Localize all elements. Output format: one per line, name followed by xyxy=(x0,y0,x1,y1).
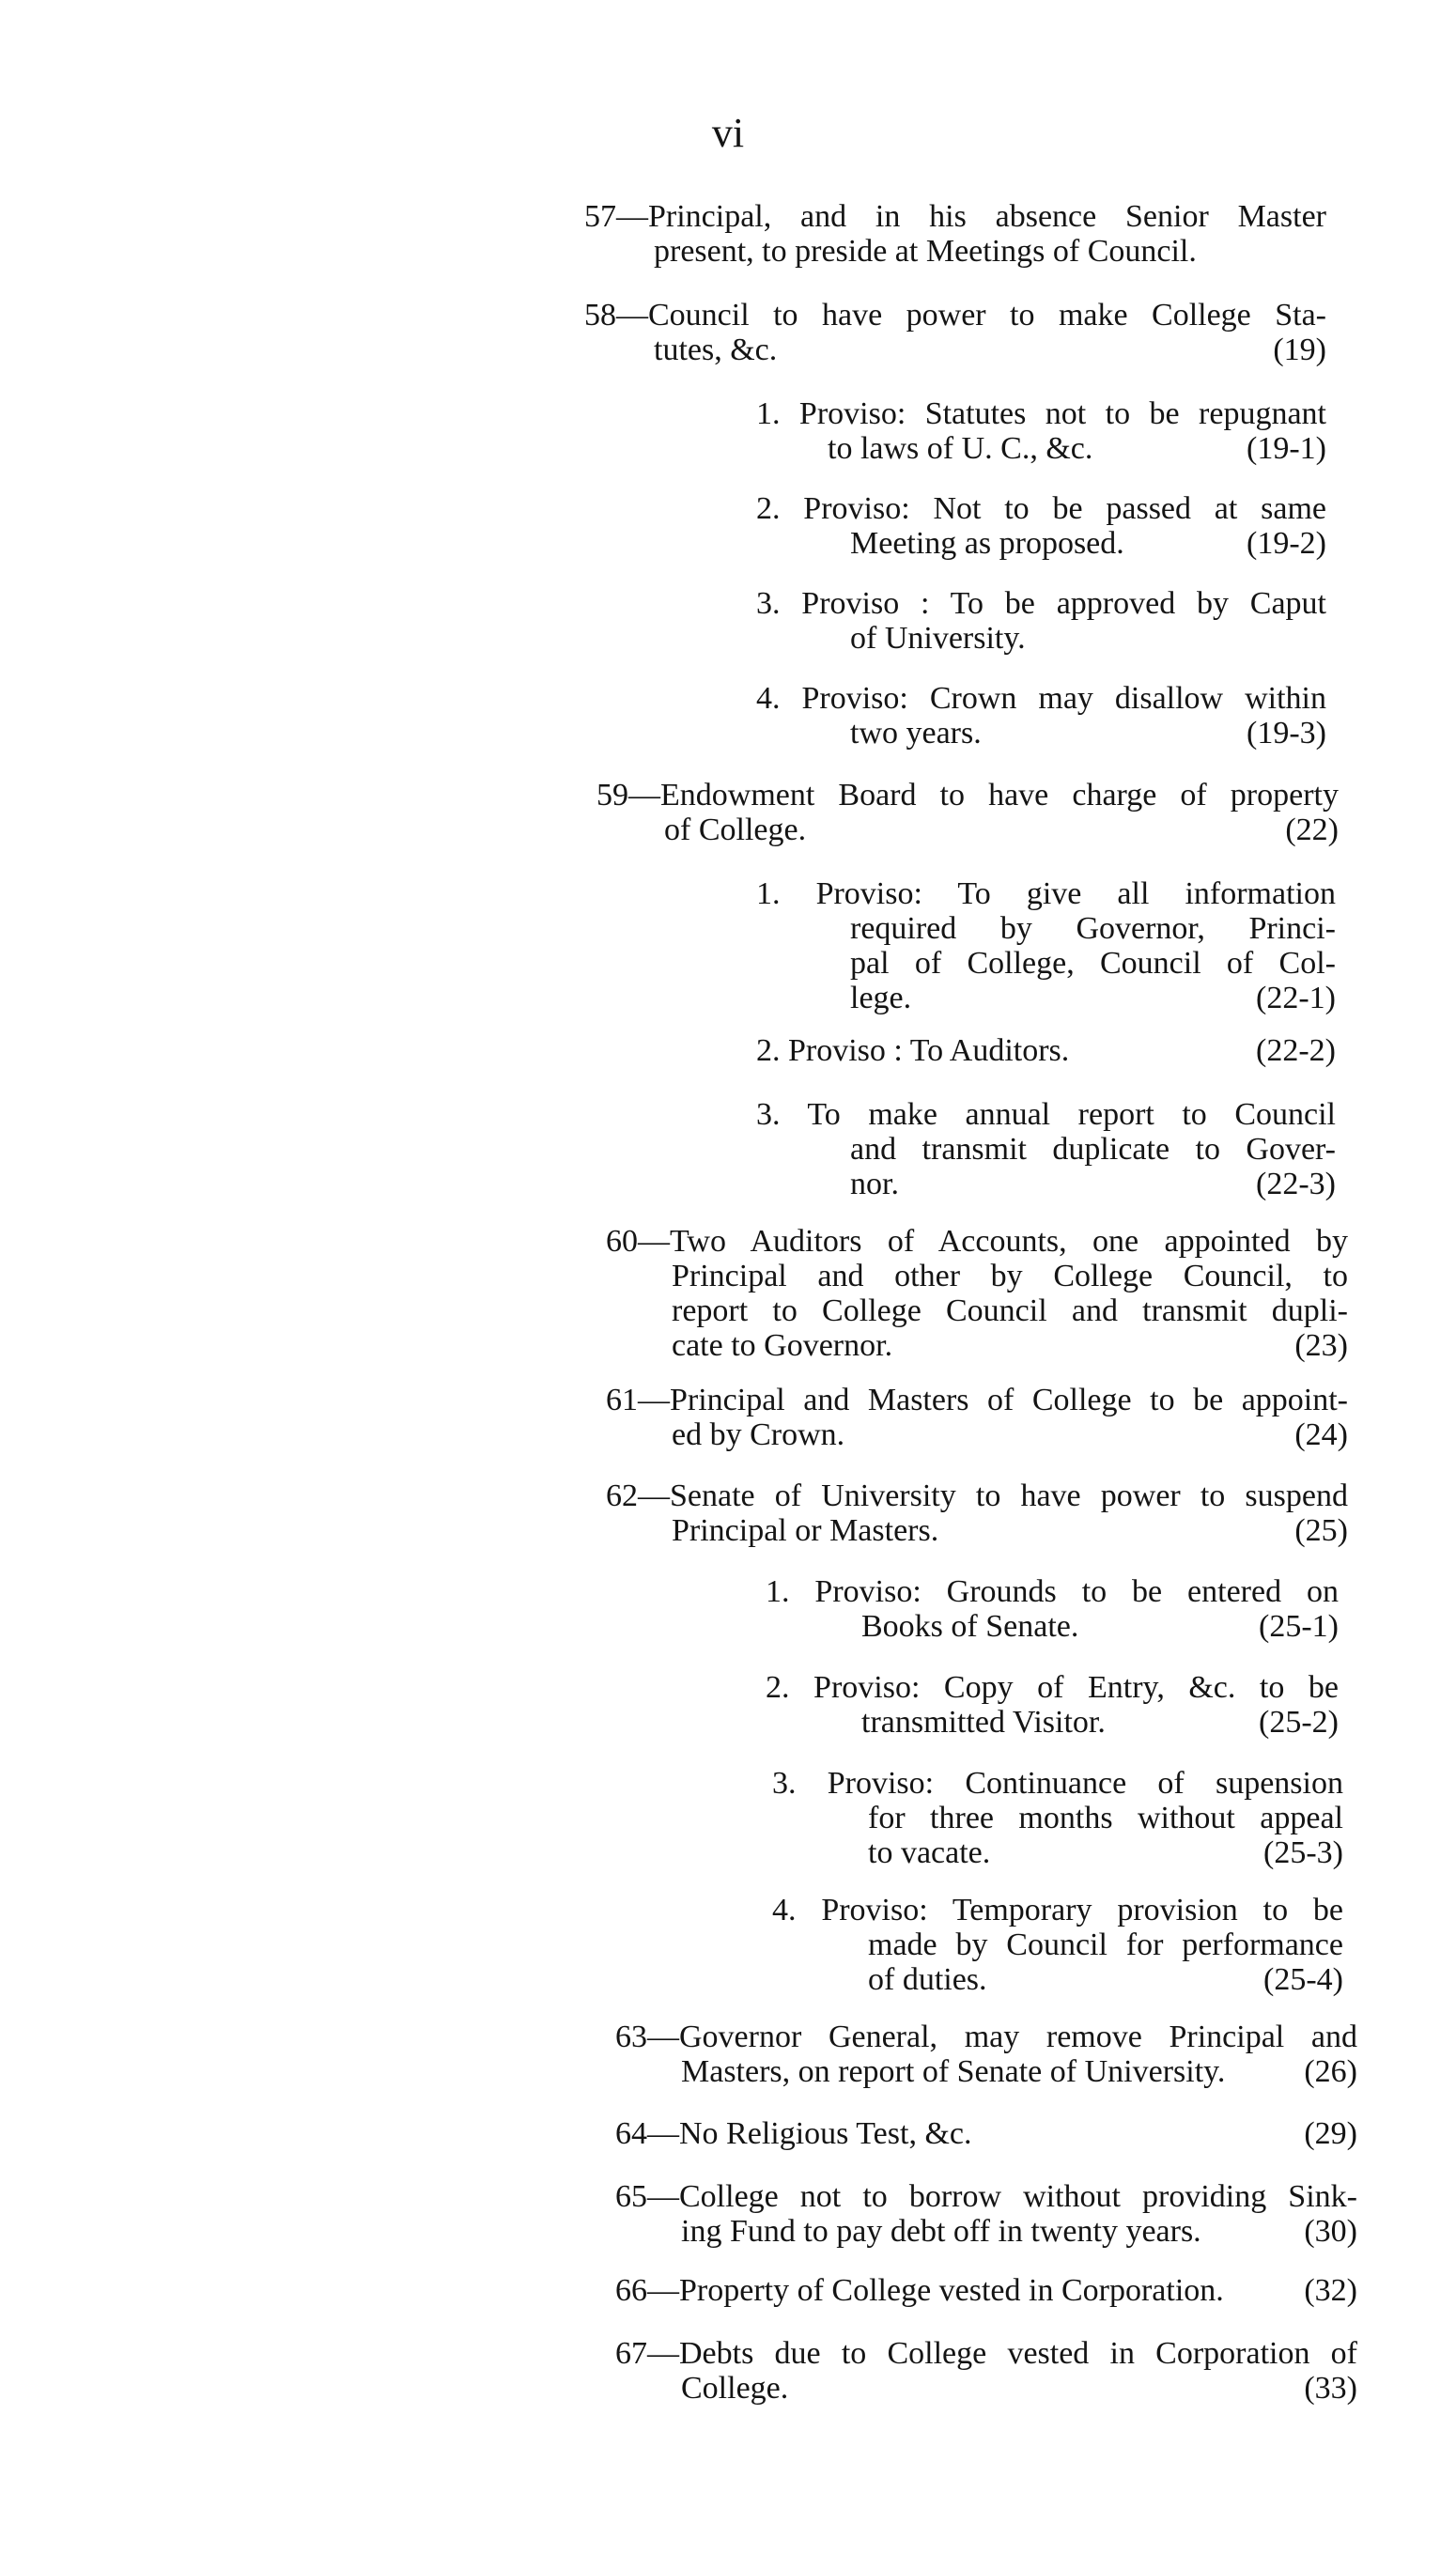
entry-text: of duties. xyxy=(868,1962,987,1997)
entry-line: 4. Proviso: Temporary provision to be xyxy=(772,1893,1343,1927)
entry-line: 65—College not to borrow without providing Sink- xyxy=(615,2179,1357,2214)
proviso-59-2 xyxy=(756,1033,1336,1068)
entry-line: 62—Senate of University to have power to suspend xyxy=(606,1478,1348,1513)
entry-last-line xyxy=(606,1417,1348,1452)
section-reference: (24) xyxy=(1294,1417,1348,1452)
entry-line: report to College Council and transmit dupli- xyxy=(672,1293,1348,1328)
section-66 xyxy=(615,2273,1357,2308)
proviso-58-3 xyxy=(756,586,1326,656)
entry-text: Books of Senate. xyxy=(861,1609,1079,1644)
section-60 xyxy=(606,1224,1348,1363)
entry-line: of University. xyxy=(850,621,1026,656)
entry-last-line xyxy=(756,1167,1336,1201)
section-67 xyxy=(615,2336,1357,2406)
entry-last-line xyxy=(756,1033,1336,1068)
page-number: vi xyxy=(711,110,745,156)
entry-text: to laws of U. C., &c. xyxy=(828,431,1093,466)
section-65 xyxy=(615,2179,1357,2249)
section-64 xyxy=(615,2116,1357,2151)
entry-line: required by Governor, Princi- xyxy=(850,911,1336,946)
section-59 xyxy=(596,778,1339,847)
section-reference: (19-1) xyxy=(1247,431,1326,466)
section-reference: (25-1) xyxy=(1259,1609,1339,1644)
proviso-59-3 xyxy=(756,1097,1336,1201)
proviso-62-1 xyxy=(766,1574,1339,1644)
section-58 xyxy=(584,298,1326,367)
entry-text: cate to Governor. xyxy=(672,1328,893,1363)
entry-text: ing Fund to pay debt off in twenty years. xyxy=(681,2214,1201,2249)
entry-last-line xyxy=(615,2273,1357,2308)
entry-last-line xyxy=(772,1835,1343,1870)
entry-text: two years. xyxy=(850,716,982,751)
section-reference: (22-3) xyxy=(1256,1167,1336,1201)
proviso-62-3 xyxy=(772,1766,1343,1870)
entry-text: ed by Crown. xyxy=(672,1417,845,1452)
entry-line: 1. Proviso: To give all information xyxy=(756,876,1336,911)
section-reference: (32) xyxy=(1304,2273,1357,2308)
entry-last-line xyxy=(756,431,1326,466)
entry-text: of College. xyxy=(664,813,807,847)
entry-line: Principal and other by College Council, to xyxy=(672,1259,1348,1293)
entry-text: tutes, &c. xyxy=(654,333,778,367)
proviso-58-4 xyxy=(756,681,1326,751)
section-reference: (25-4) xyxy=(1263,1962,1343,1997)
entry-line: made by Council for performance xyxy=(868,1927,1343,1962)
entry-last-line xyxy=(615,2214,1357,2249)
entry-line: 4. Proviso: Crown may disallow within xyxy=(756,681,1326,716)
entry-line: 57—Principal, and in his absence Senior Master xyxy=(584,199,1326,234)
section-reference: (26) xyxy=(1304,2054,1357,2089)
entry-last-line xyxy=(596,813,1339,847)
entry-last-line xyxy=(772,1962,1343,1997)
entry-line: 60—Two Auditors of Accounts, one appointed by xyxy=(606,1224,1348,1259)
entry-line: 1. Proviso: Grounds to be entered on xyxy=(766,1574,1339,1609)
entry-text: lege. xyxy=(850,981,912,1015)
entry-last-line xyxy=(584,333,1326,367)
entry-line: pal of College, Council of Col- xyxy=(850,946,1336,981)
entry-line: 67—Debts due to College vested in Corporation of xyxy=(615,2336,1357,2371)
entry-text: transmitted Visitor. xyxy=(861,1705,1106,1740)
entry-text: Meeting as proposed. xyxy=(850,526,1124,561)
entry-line: 3. Proviso: Continuance of supension xyxy=(772,1766,1343,1801)
entry-line: 2. Proviso: Not to be passed at same xyxy=(756,491,1326,526)
section-reference: (23) xyxy=(1294,1328,1348,1363)
entry-line: 61—Principal and Masters of College to be appoint- xyxy=(606,1383,1348,1417)
entry-last-line xyxy=(615,2371,1357,2406)
entry-last-line xyxy=(756,526,1326,561)
entry-text: Principal or Masters. xyxy=(672,1513,939,1548)
section-reference: (22-2) xyxy=(1256,1033,1336,1068)
section-reference: (19) xyxy=(1273,333,1326,367)
entry-line: 3. Proviso : To be approved by Caput xyxy=(756,586,1326,621)
section-reference: (33) xyxy=(1304,2371,1357,2406)
section-reference: (22) xyxy=(1285,813,1339,847)
section-57 xyxy=(584,199,1326,269)
proviso-62-2 xyxy=(766,1670,1339,1740)
entry-last-line xyxy=(766,1705,1339,1740)
entry-text: to vacate. xyxy=(868,1835,991,1870)
entry-last-line xyxy=(606,1328,1348,1363)
section-63 xyxy=(615,2020,1357,2089)
section-reference: (19-3) xyxy=(1247,716,1326,751)
entry-text: nor. xyxy=(850,1167,899,1201)
entry-line: 58—Council to have power to make College Sta- xyxy=(584,298,1326,333)
entry-line: 59—Endowment Board to have charge of property xyxy=(596,778,1339,813)
entry-line: present, to preside at Meetings of Council. xyxy=(654,234,1197,269)
entry-text: 66—Property of College vested in Corporation. xyxy=(615,2273,1224,2308)
section-reference: (25-3) xyxy=(1263,1835,1343,1870)
entry-line: 1. Proviso: Statutes not to be repugnant xyxy=(756,396,1326,431)
section-61 xyxy=(606,1383,1348,1452)
entry-line: 63—Governor General, may remove Principal and xyxy=(615,2020,1357,2054)
proviso-58-1 xyxy=(756,396,1326,466)
entry-line: and transmit duplicate to Gover- xyxy=(850,1132,1336,1167)
section-reference: (19-2) xyxy=(1247,526,1326,561)
entry-last-line xyxy=(615,2054,1357,2089)
proviso-62-4 xyxy=(772,1893,1343,1997)
entry-last-line xyxy=(615,2116,1357,2151)
entry-text: College. xyxy=(681,2371,789,2406)
entry-line: for three months without appeal xyxy=(868,1801,1343,1835)
proviso-58-2 xyxy=(756,491,1326,561)
entry-line: 2. Proviso: Copy of Entry, &c. to be xyxy=(766,1670,1339,1705)
entry-last-line xyxy=(766,1609,1339,1644)
entry-text: Masters, on report of Senate of University. xyxy=(681,2054,1226,2089)
entry-text: 2. Proviso : To Auditors. xyxy=(756,1033,1070,1068)
entry-last-line xyxy=(756,981,1336,1015)
entry-line: 3. To make annual report to Council xyxy=(756,1097,1336,1132)
section-reference: (25-2) xyxy=(1259,1705,1339,1740)
section-reference: (22-1) xyxy=(1256,981,1336,1015)
section-62 xyxy=(606,1478,1348,1548)
entry-last-line xyxy=(756,716,1326,751)
section-reference: (29) xyxy=(1304,2116,1357,2151)
entry-text: 64—No Religious Test, &c. xyxy=(615,2116,972,2151)
proviso-59-1 xyxy=(756,876,1336,1015)
section-reference: (30) xyxy=(1304,2214,1357,2249)
entry-last-line xyxy=(606,1513,1348,1548)
section-reference: (25) xyxy=(1294,1513,1348,1548)
